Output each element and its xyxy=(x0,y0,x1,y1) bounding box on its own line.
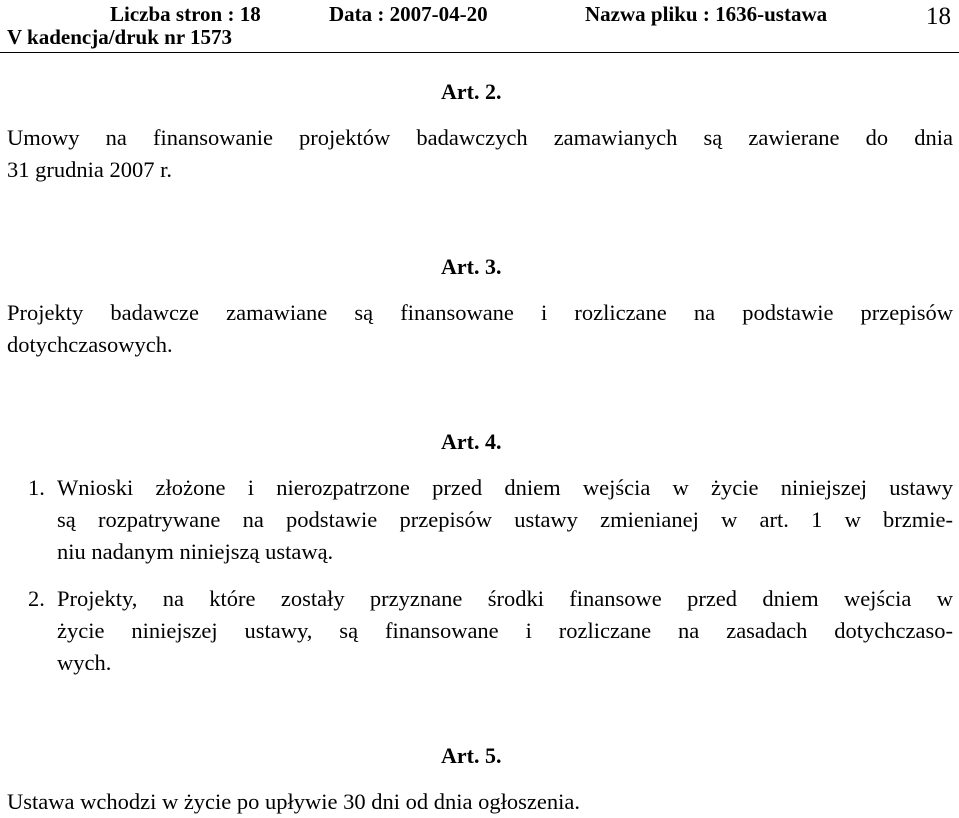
article-4-title: Art. 4. xyxy=(441,429,502,454)
article-5-text xyxy=(7,786,953,818)
filename-label: Nazwa pliku : 1636-ustawa xyxy=(585,2,828,26)
item-number: 2. xyxy=(28,586,45,611)
text-line: dotychczasowych. xyxy=(7,332,173,357)
text-line: Projekty, na które zostały przyznane środki finansowe przed dniem wejścia w xyxy=(57,586,953,611)
page-count-label: Liczba stron : 18 xyxy=(110,2,261,26)
text-line: niu nadanym niniejszą ustawą. xyxy=(57,539,334,564)
page-number: 18 xyxy=(926,3,951,30)
text-line: wych. xyxy=(57,650,112,675)
article-4-item-2-text xyxy=(57,583,953,679)
article-3-title: Art. 3. xyxy=(441,254,502,279)
article-2-text xyxy=(7,122,953,186)
text-line: Wnioski złożone i nierozpatrzone przed dniem wejścia w życie niniejszej ustawy xyxy=(57,475,953,500)
article-2-title: Art. 2. xyxy=(441,79,502,104)
text-line: Projekty badawcze zamawiane są finansowane i rozliczane na podstawie przepisów xyxy=(7,300,953,325)
text-line: życie niniejszej ustawy, są finansowane i rozliczane na zasadach dotychczaso- xyxy=(57,618,953,643)
text-line: Ustawa wchodzi w życie po upływie 30 dni od dnia ogłoszenia. xyxy=(7,789,580,814)
article-3-text xyxy=(7,297,953,361)
article-4-item-1-text xyxy=(57,472,953,568)
date-label: Data : 2007-04-20 xyxy=(329,2,488,26)
term-print-label: V kadencja/druk nr 1573 xyxy=(7,25,233,49)
text-line: 31 grudnia 2007 r. xyxy=(7,157,172,182)
page-header xyxy=(0,0,959,53)
text-line: są rozpatrywane na podstawie przepisów ustawy zmienianej w art. 1 w brzmie- xyxy=(57,507,953,532)
text-line: Umowy na finansowanie projektów badawczych zamawianych są zawierane do dnia xyxy=(7,125,953,150)
article-5-title: Art. 5. xyxy=(441,743,502,768)
item-number: 1. xyxy=(28,475,45,500)
